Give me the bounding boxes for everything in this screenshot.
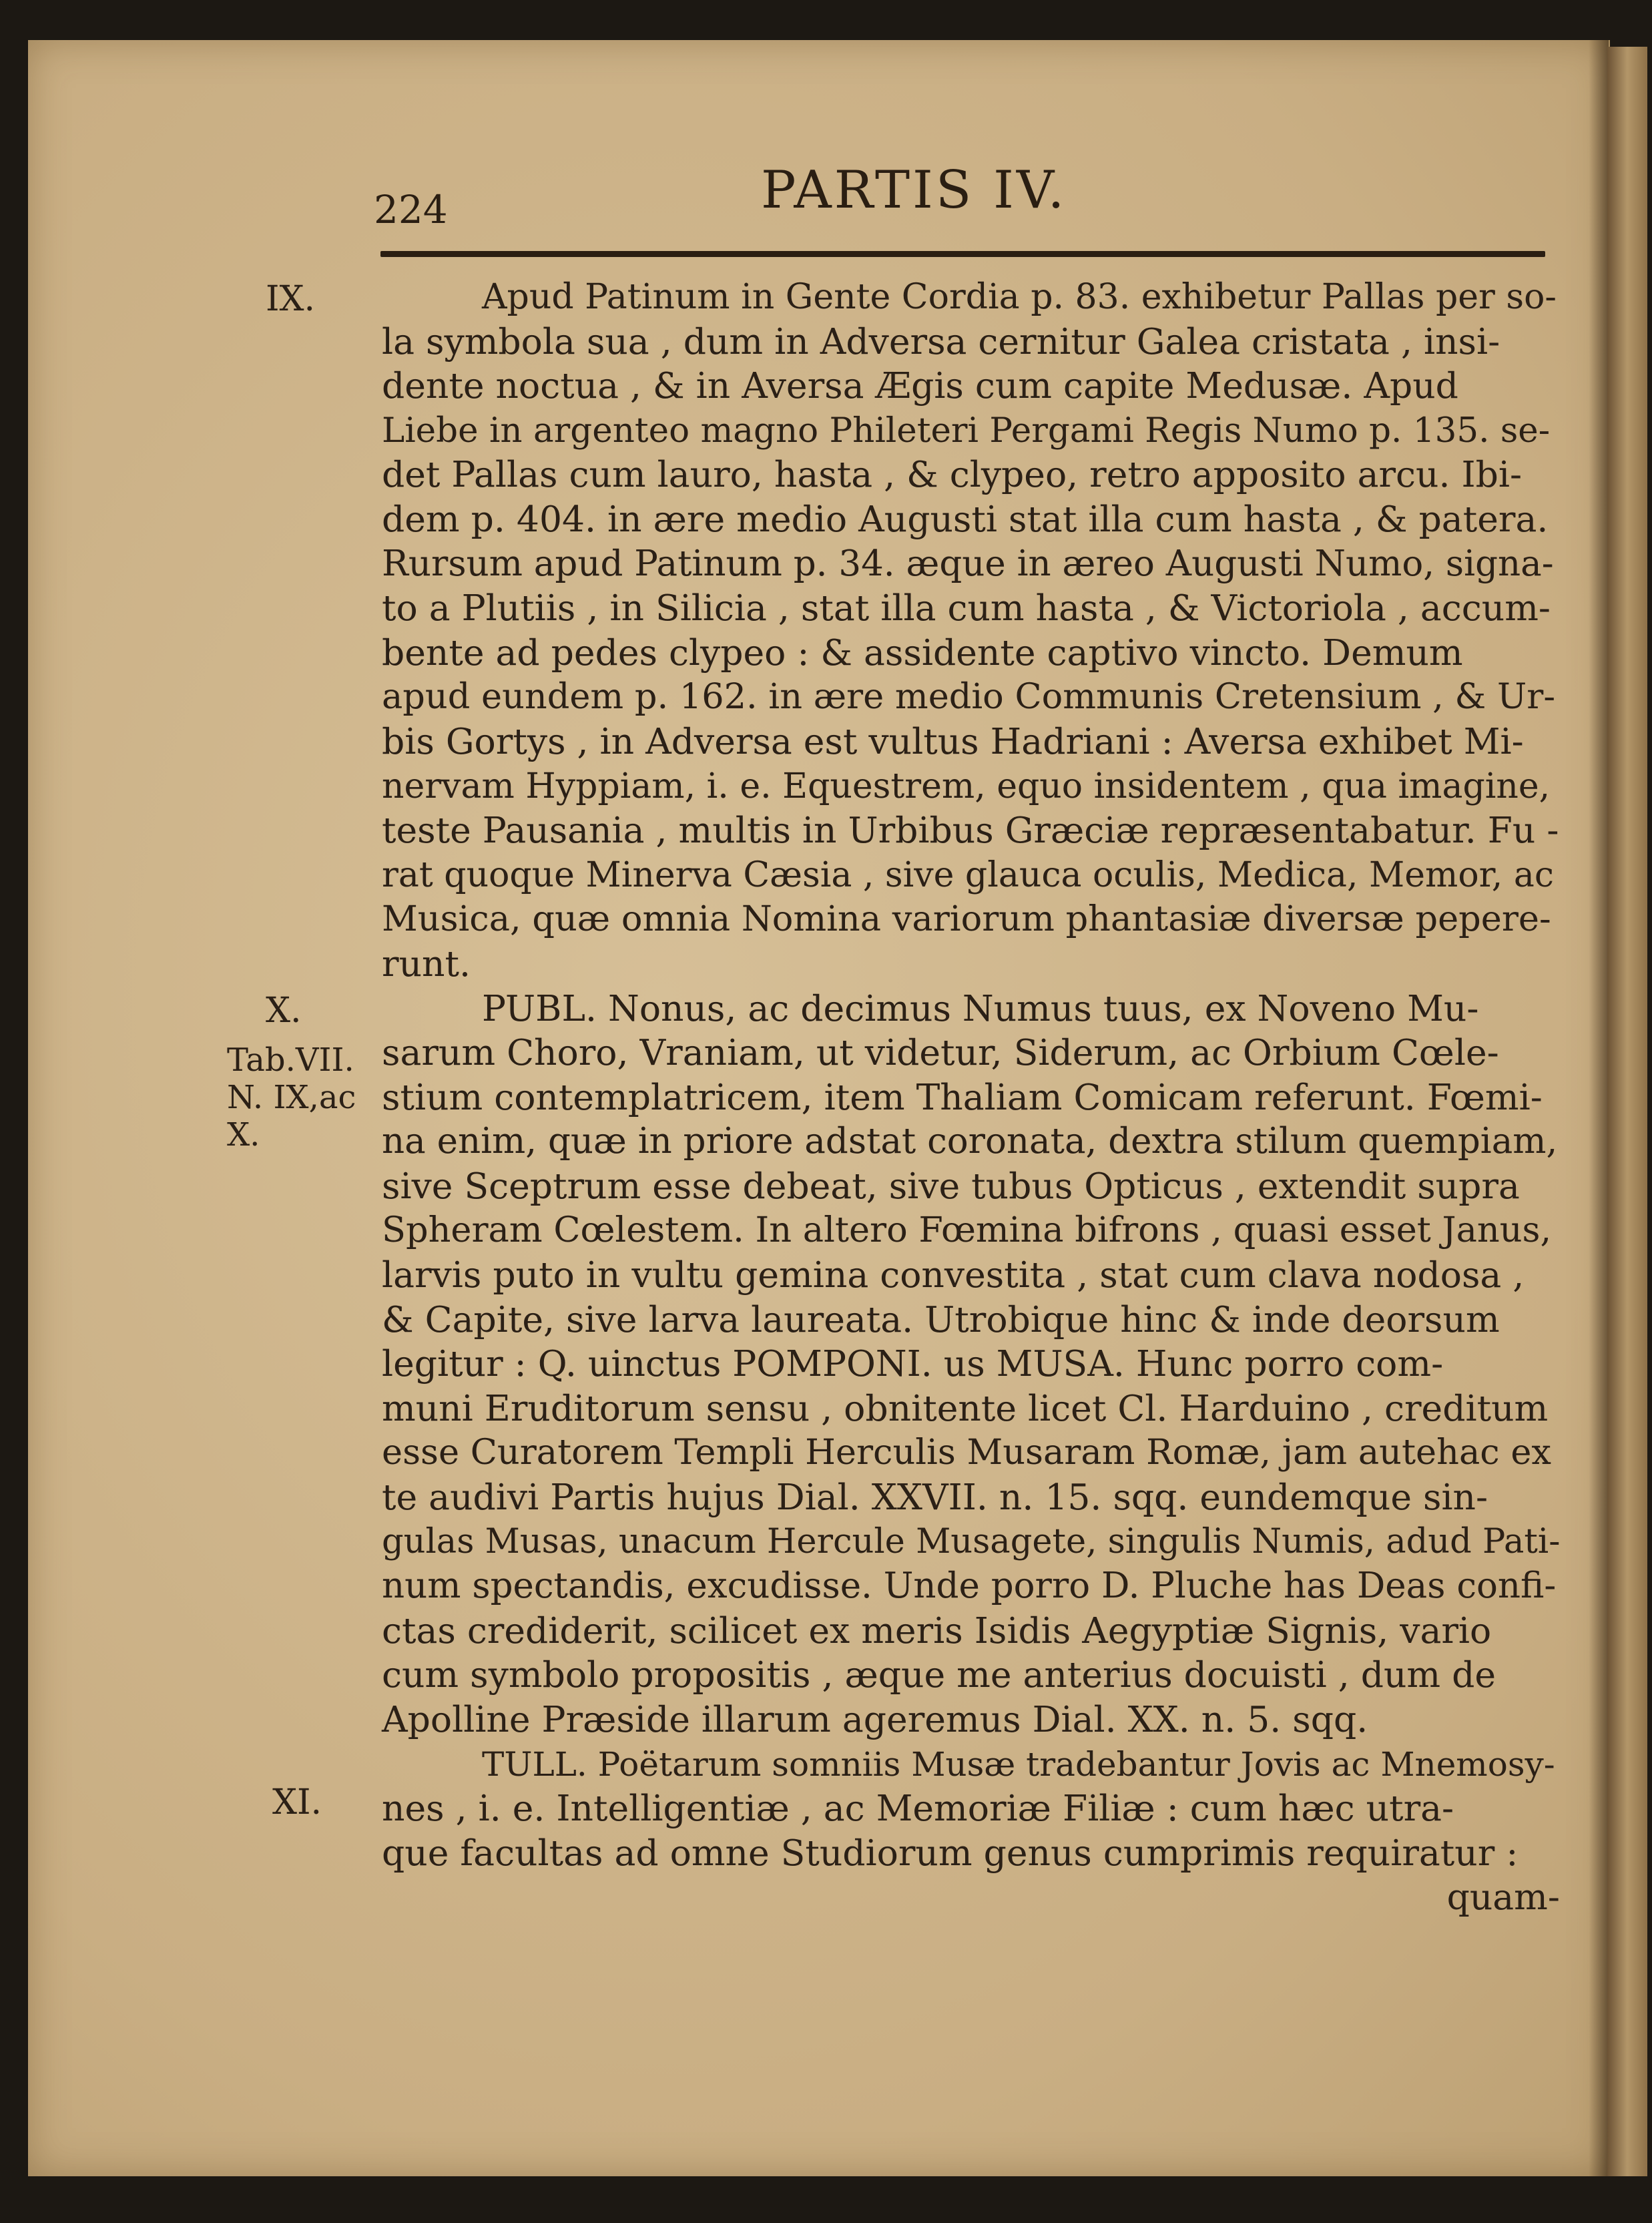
text-line: legitur : Q. uinctus POMPONI. us MUSA. Hunc porro com- xyxy=(382,1342,1444,1385)
page-number: 224 xyxy=(374,187,448,232)
text-line: Apud Patinum in Gente Cordia p. 83. exhibetur Pallas per so- xyxy=(482,277,1557,317)
page-header xyxy=(374,123,1549,230)
text-line: ctas crediderit, scilicet ex meris Isidis Aegyptiæ Signis, vario xyxy=(382,1609,1492,1652)
margin-note-tab-ref-2: N. IX,ac xyxy=(227,1079,356,1116)
running-head: PARTIS IV. xyxy=(761,160,1067,220)
text-line: dente noctua , & in Aversa Ægis cum capite Medusæ. Apud xyxy=(382,364,1458,407)
text-line: rat quoque Minerva Cæsia , sive glauca oculis, Medica, Memor, ac xyxy=(382,854,1554,895)
text-line: to a Plutiis , in Silicia , stat illa cum hasta , & Victoriola , accum- xyxy=(382,587,1551,630)
text-line: cum symbolo propositis , æque me anterius docuisti , dum de xyxy=(382,1654,1496,1696)
text-line: dem p. 404. in ære medio Augusti stat illa cum hasta , & patera. xyxy=(382,497,1549,540)
text-line: det Pallas cum lauro, hasta , & clypeo, retro apposito arcu. Ibi- xyxy=(382,453,1523,496)
gutter-shadow xyxy=(1589,40,1609,2176)
facing-page-edge xyxy=(1607,47,1647,2176)
body-text xyxy=(382,275,1560,1920)
text-line: teste Pausania , multis in Urbibus Græciæ repræsentabatur. Fu - xyxy=(382,809,1559,852)
text-line: esse Curatorem Templi Herculis Musaram Romæ, jam autehac ex xyxy=(382,1432,1552,1473)
text-line: Apolline Præside illarum ageremus Dial. XX. n. 5. sqq. xyxy=(382,1698,1368,1740)
text-line: la symbola sua , dum in Adversa cernitur Galea cristata , insi- xyxy=(382,320,1500,362)
text-line: Rursum apud Patinum p. 34. æque in æreo Augusti Numo, signa- xyxy=(382,543,1554,584)
catchword: quam- xyxy=(1446,1876,1560,1919)
text-line: Liebe in argenteo magno Phileteri Pergami Regis Numo p. 135. se- xyxy=(382,410,1551,451)
text-line: Musica, quæ omnia Nomina variorum phantasiæ diversæ pepere- xyxy=(382,899,1551,940)
text-line: nes , i. e. Intelligentiæ , ac Memoriæ Filiæ : cum hæc utra- xyxy=(382,1787,1454,1830)
margin-note-ix: IX. xyxy=(266,279,316,319)
text-line: bente ad pedes clypeo : & assidente captivo vincto. Demum xyxy=(382,631,1463,674)
text-line: Spheram Cœlestem. In altero Fœmina bifrons , quasi esset Janus, xyxy=(382,1210,1552,1251)
header-rule xyxy=(380,251,1545,257)
text-line: TULL. Poëtarum somniis Musæ tradebantur Jovis ac Mnemosy- xyxy=(482,1744,1555,1784)
text-line: na enim, quæ in priore adstat coronata, dextra stilum quempiam, xyxy=(382,1121,1558,1162)
text-line: sarum Choro, Vraniam, ut videtur, Siderum, ac Orbium Cœle- xyxy=(382,1031,1499,1074)
text-line: gulas Musas, unacum Hercule Musagete, singulis Numis, adud Pati- xyxy=(382,1521,1561,1561)
text-line: muni Eruditorum sensu , obnitente licet Cl. Harduino , creditum xyxy=(382,1387,1549,1429)
text-line: apud eundem p. 162. in ære medio Communis Cretensium , & Ur- xyxy=(382,676,1556,718)
text-line: te audivi Partis hujus Dial. XXVII. n. 15. sqq. eundemque sin- xyxy=(382,1476,1488,1519)
margin-note-xi: XI. xyxy=(272,1782,322,1822)
margin-note-x: X. xyxy=(266,991,302,1031)
text-line: & Capite, sive larva laureata. Utrobique hinc & inde deorsum xyxy=(382,1298,1500,1340)
text-line: larvis puto in vultu gemina convestita , stat cum clava nodosa , xyxy=(382,1254,1525,1296)
text-line: sive Sceptrum esse debeat, sive tubus Opticus , extendit supra xyxy=(382,1164,1520,1207)
text-line: stium contemplatricem, item Thaliam Comicam referunt. Fœmi- xyxy=(382,1075,1543,1118)
text-line: nervam Hyppiam, i. e. Equestrem, equo insidentem , qua imagine, xyxy=(382,766,1551,806)
text-line: PUBL. Nonus, ac decimus Numus tuus, ex Noveno Mu- xyxy=(482,987,1479,1029)
margin-note-tab-ref-3: X. xyxy=(227,1116,260,1154)
text-line: bis Gortys , in Adversa est vultus Hadriani : Aversa exhibet Mi- xyxy=(382,720,1524,762)
text-line: num spectandis, excudisse. Unde porro D. Pluche has Deas confi- xyxy=(382,1565,1557,1607)
margin-note-tab-ref-1: Tab.VII. xyxy=(227,1041,354,1079)
text-line: que facultas ad omne Studiorum genus cumprimis requiratur : xyxy=(382,1831,1519,1874)
text-line: runt. xyxy=(382,942,471,985)
